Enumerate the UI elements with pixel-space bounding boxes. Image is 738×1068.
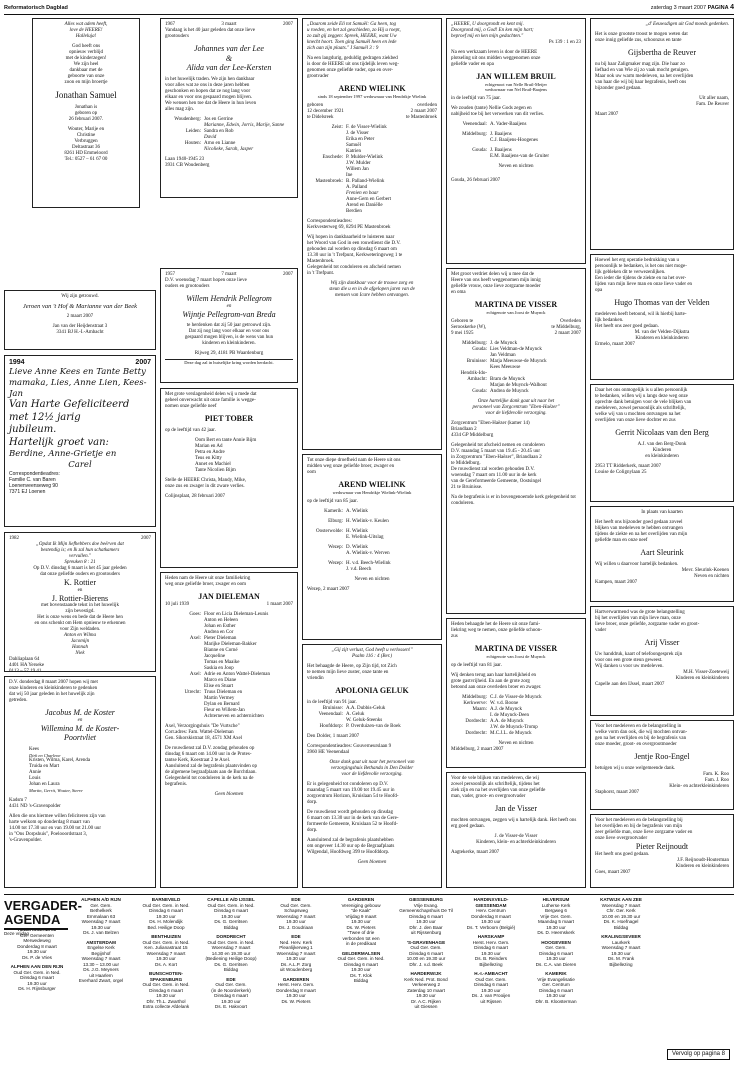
agenda-line: Dinsdag 6 maart: [20, 975, 54, 980]
deceased-name: JAN WILLEM BRUIL: [476, 72, 556, 81]
agenda-line: 19.30 uur: [221, 998, 241, 1004]
agenda-line: Dinsdag 6 maart: [214, 908, 248, 913]
deceased-name: PIET TOBER: [204, 414, 254, 423]
agenda-item: [590, 934, 652, 967]
agenda-column: [395, 897, 457, 1014]
agenda-line: Dinsdag 6 maart: [539, 987, 573, 993]
agenda-line: Ds. W. Pieters: [281, 998, 311, 1004]
agenda-line: Emmalaan 63: [86, 913, 116, 919]
meeting-agenda: [4, 894, 734, 1064]
agenda-line: Ds. E. Hakvoort: [214, 1004, 248, 1009]
obituary-arend-wielink: „Daarom zeide Eli tot Samuël: Ga heen, tog u roeden, en het zal geschieden, zo Hij u roept, zo zult gij zeggen: Spreek, HEERE, want Uw knecht hoort. Toen ging Samuël heen en lede zich aan zijn plaats." I Samuël 3 : 9 Na een langdurig, geduldig gedragen ziekbed is door de HEERE uit ons tijdelijk leven weg- genomen onze geliefde vader, opa en over- grootvader AREND WIELINK sinds 18 september 1997 weduwnaar van Hendrikje Wielink geboren overleden 12 december 1921 2 maart 2007 te Didelsreek te Mastenbroek Zeist: F. de Visser-Wielink J. de Visser Erika en Peter Samuël Katrien Enschede: P. Mulder-Wielink J.W. Mulder Willem Jan Ine Mastenbroek: B. Palland-Wielink A. Palland Frenien en baar Anne-Gern en Gerbert Arend en Daniëlle Berdien Correspondentieadres: Kerkvesterweg 69, 8294 PE Mastenbroek Wij hopen in dankbaarheid te luisteren naar het Woord van God in een rouwdienst die D.V. gehouden zal worden op dinsdag 6 maart om 13.30 uur in 't Trefpunt, Kerkweteringsweg 1 te Mastenbroek. Gelegenheid tot condoleren en afscheid nemen in 't Trefpunt. Wij zijn dankbaar voor de trouwe zorg en steun die u en in de afgelopen jaren van de mensen van Icare hebben ontvangen.: [302, 18, 442, 450]
agenda-item: [395, 940, 457, 968]
agenda-line: 19.30 uur: [481, 987, 501, 993]
paper-name: Reformatorisch Dagblad: [4, 5, 68, 11]
agenda-line: Oud Ger. Gem. in Ned.: [13, 969, 61, 975]
deceased-name: JAN DIELEMAN: [198, 592, 260, 601]
agenda-line: Dinsdag 6 maart: [409, 950, 443, 956]
agenda-location: GARDEREN: [347, 897, 375, 902]
agenda-line: Lutherse Kerk: [541, 902, 571, 908]
thanks-aart-sleurink: In plaats van kaarten Het heeft ons bijzonder goed gedaan zoveel blijken van medeleven te hebben ontvangen tijdens de ziekte en na het overlijden van mijn geliefde man en onze neef Aart Sleurink Wij willen u daarvoor hartelijk bedanken. Mevr. Sleurink-Koenen Neven en nichten Kampen, maart 2007: [590, 506, 734, 602]
agenda-line: 19.30 uur: [156, 993, 176, 998]
agenda-item: [200, 934, 262, 973]
obituary-jan-willem-bruil: „HEERE, U doorgrondt en kent mij. Doorgrond mij, o God! En ken mijn hart; beproef mij en ken mijn gedachten." Ps 139 : 1 en 23 Na een werkzaam leven is door de HEERE plotseling uit ons midden weggenomen onze geliefde vader en opa JAN WILLEM BRUIL echtgenoot van Nelle Bruil-Meijer weduwnaar van Nel Bruil-Baajens in de leeftijd van 75 jaar. We zouden (tante) Nellie Gods zegen en nabijheid toe bij het verwerken van dit verlies. Veenendaal: A. Vader-Baaijens Middelburg: J. Baaijens C.J. Baaijens-Hoogenes Gouda: J. Baaijens E.M. Baaijens-van de Gruiter Neven en nichten Gouda, 26 februari 2007: [446, 18, 586, 264]
agenda-line: 19.30 uur: [156, 956, 176, 961]
agenda-line: Ds. D. Heemskerk: [537, 930, 575, 935]
page-header: [4, 4, 734, 13]
agenda-item: [460, 897, 522, 930]
agenda-item: [70, 940, 132, 984]
agenda-line: Ger. Centrum: [542, 982, 570, 987]
agenda-line: (Bediening Heilige Doop): [205, 956, 257, 961]
agenda-line: Ds. G. Gerritsen: [214, 919, 248, 924]
agenda-line: (in de Noorderkerk): [211, 987, 251, 993]
poem: Alles wat adem heeft, love de HEERE! Halleluja!: [64, 22, 108, 39]
birth-ad: [32, 18, 140, 208]
agenda-line: Ds. G. Gerritsen: [214, 961, 248, 967]
deceased-name: APOLONIA GELUK: [335, 686, 409, 695]
agenda-item: [330, 951, 392, 984]
agenda-location: BENTHUIZEN: [151, 934, 181, 939]
family-list: Kamerik: A. Wielink Elburg: H. Wielink-v. Keulen Oosterwolde: H. Wielink E. Wielink-Uitslag Wezep: D. Wielink A. Wielink-v. Werven Wezep: H. v.d. Beech-Wielink J. v.d. Beech: [316, 508, 391, 572]
agenda-line: Vrije Ger. Gem.: [540, 913, 572, 919]
agenda-line: Ken. Julianastraat 15: [144, 945, 188, 950]
agenda-line: Ds. M. Frank: [607, 956, 635, 961]
deceased-name: Pieter Reijnoudt: [635, 842, 689, 851]
baby-name: Jonathan Samuel: [55, 90, 117, 100]
agenda-line: Merwedeweg: [23, 938, 51, 943]
agenda-line: Ds. J. van Belzen: [83, 930, 119, 935]
agenda-item: [525, 940, 587, 968]
agenda-line: Biddag: [613, 924, 629, 930]
agenda-location: HARDERWIJK: [410, 971, 442, 976]
agenda-line: Ger. Gem.: [90, 902, 112, 908]
agenda-line: Woensdag 7 maart: [81, 919, 121, 924]
agenda-location: 'S-GRAVENHAGE: [406, 939, 446, 945]
agenda-line: Oud Ger. Gem. in Ned.: [142, 939, 190, 945]
agenda-line: Oud Ger. Gem. in Ned.: [142, 982, 190, 987]
agenda-line: Dinsdag 6 maart: [344, 961, 378, 967]
agenda-item: [395, 897, 457, 936]
agenda-line: Woensdag 7 maart: [146, 950, 186, 956]
agenda-line: Biddag: [353, 978, 369, 983]
family-list: Veenendaal: A. Vader-Baaijens Middelburg: J. Baaijens C.J. Baaijens-Hoogenes Gouda: J. Baaijens E.M. Baaijens-van de Gruiter: [462, 122, 550, 160]
agenda-line: Woensdag 7 maart: [276, 913, 316, 919]
agenda-line: Bed. Heilige Doop: [147, 924, 185, 930]
agenda-line: Dinsdag 6 maart: [539, 950, 573, 956]
agenda-line: Woensdag 7 maart: [601, 945, 641, 950]
agenda-line: Schapsweg: [284, 908, 308, 913]
agenda-column: [70, 897, 132, 988]
agenda-item: [525, 897, 587, 936]
agenda-line: Oud Ger. Gem. in Ned.: [142, 902, 190, 908]
anniversary-45-ad: 1982 2007 „Opdat Ik Mijn liefhebbers doe beërven dat bestendig is; en Ik zal hun schatkamers vervullen." Spreuken 8 : 21 Op D.V. dinsdag 6 maart is het 45 jaar geleden dat onze geliefde ouders en grootouders K. Rottier en J. Rottier-Bierens met bovenstaande tekst in het huwelijk zijn bevestigd. Het is onze wens en bede dat de Heere hen en ons schenkt om Hem opnieuw te erkennen voor Zijn weldaden. Anton en Wilma Jacomijn Hannah Niek Dahliaplaan 64 4401 HA Yerseke 0113 – 57 19 41: [4, 532, 156, 672]
agenda-line: Herst. Herv. Gem.: [472, 939, 510, 945]
agenda-line: Dinsdag 6 maart: [474, 945, 508, 950]
agenda-line: 19.30 uur: [286, 919, 306, 924]
deceased-name: Jentje Roo-Engel: [634, 752, 690, 761]
agenda-item: [460, 971, 522, 1004]
obituary-arend-wielink-2: Tot onze diepe droefheid nam de Heere uit ons midden weg onze geliefde broer, zwager en oom AREND WIELINK weduwnaar van Hendrikje Wielink-Wielink op de leeftijd van 85 jaar. Kamerik: A. Wielink Elburg: H. Wielink-v. Keulen Oosterwolde: H. Wielink E. Wielink-Uitslag Wezep: D. Wielink A. Wielink-v. Werven Wezep: H. v.d. Beech-Wielink J. v.d. Beech Neven en nichten Wezep, 2 maart 2007: [302, 454, 442, 640]
continued-link[interactable]: Vervolg op pagina 8: [667, 1049, 730, 1060]
couple-names: K. Rottier en J. Rottier-Bierens: [51, 578, 109, 603]
agenda-item: [70, 897, 132, 936]
agenda-item: [590, 897, 652, 930]
agenda-line: "Twee of drie: [347, 930, 375, 935]
agenda-location: DORDRECHT: [216, 934, 246, 939]
agenda-line: Vereniging gebouw: [341, 902, 381, 908]
agenda-item: [265, 977, 327, 1005]
page-date: zaterdag 3 maart 2007 PAGINA 4: [650, 4, 734, 11]
agenda-line: Bethelkerk: [90, 908, 112, 913]
agenda-line: 19.30 uur: [416, 919, 436, 924]
agenda-location: EDE: [291, 897, 301, 902]
agenda-line: 19.30 uur: [546, 993, 566, 998]
agenda-line: Biddag: [223, 924, 239, 930]
agenda-line: 19.30 uur: [611, 950, 631, 956]
agenda-line: Ger. Gem.: [545, 945, 567, 950]
agenda-line: 19.30 uur: [351, 919, 371, 924]
agenda-line: Donderdag 8 maart: [471, 913, 511, 919]
wedding-ad: [4, 290, 156, 350]
agenda-line: Woensdag 7 maart: [81, 956, 121, 961]
agenda-line: 10.00 en 19.30 uur: [601, 913, 641, 919]
contact: Correspondentieadres: Familie C. van Baren Loenenveenseweg 90 7371 EJ Loenen: [9, 470, 60, 495]
agenda-location: AMSTERDAM: [86, 939, 116, 945]
agenda-location: HILVERSUM: [542, 897, 570, 902]
agenda-item: [265, 934, 327, 973]
agenda-location: GARDEREN: [282, 976, 310, 982]
agenda-line: Woensdag 7 maart: [276, 950, 316, 956]
couple-names: Jeroen van 't Hof & Marianne van der Beek: [22, 303, 138, 310]
agenda-line: 19.30 uur: [546, 924, 566, 930]
obituary-piet-tober: Met grote verslagenheid delen wij u mede dat geheel onverwacht uit onze familie is wegge- nomen onze geliefde neef PIET TOBER op de leeftijd van 42 jaar. Oom Bert en tante Annie Bijm Marian en Ad Petra en Andre Teus en Kitty Annet en Machiel Tante Nicolien Bijm Stelle de HEERE Christa, Mandy, Mike, onze zus en zwager in dit zware verlies. Colijnsplaat, 28 februari 2007: [160, 388, 298, 568]
agenda-line: Extra collecte Afdelank: [142, 1004, 190, 1009]
agenda-item: [135, 971, 197, 1010]
agenda-line: Ned. Herv. Kerk: [279, 939, 313, 945]
agenda-line: Ds. T. Klok: [350, 972, 372, 978]
header-rule: [4, 14, 734, 15]
agenda-location: ALPHEN A/D RIJN: [81, 897, 121, 902]
agenda-line: Maandag 5 maart: [537, 919, 574, 924]
agenda-location: HARDINXVELD-GIESSENDAM: [473, 897, 509, 908]
anniversary-40-ad: 1967 3 maart 2007 Vandaag is het 40 jaar geleden dat onze lieve grootouders Johannes van der Lee & Alida van der Lee-Kersten in het huwelijk traden. We zijn hen dankbaar voor alles wat ze ons in deze jaren hebben geschonken en hopen dat ze nog lang voor elkaar en voor ons gespaard mogen blijven. We wensen hen toe dat de Heere in hun leven alles mag zijn. Woudenberg: Jos en Gerrine Marianne, Edwin, Jorris, Marije, Sanne Leiden: Sandra en Rob David Houten: Arno en Lianne Nicolieke, Sarah, Jasper Laan 1940-1945 23 3931 CB Woudenberg: [160, 18, 298, 198]
agenda-line: Dinsdag 6 maart: [474, 982, 508, 987]
agenda-line: Kerk Ned. Prot. Bond: [404, 976, 448, 982]
obituary-martina-de-visser: Met groot verdriet delen wij u mee dat de Heere van ons heeft weggenomen mijn innig geliefde vrouw, onze lieve zorgzame moeder en oma MARTINA DE VISSER echtgenote van Joost de Muynck Geboren te Overleden Serooskerke (W), te Middelburg, 9 mei 1925 2 maart 2007 Middelburg: J. de Muynck Gouda: Lies Veldman-de Muynck Jan Veldman Bruinisse: Marja Meeuwse-de Muynck Kees Meeuwse Hendrik-Ido-Ambacht: Bram de Muynck Marjan de Muynck-Walhout Gouda: Andrea de Muynck Onze hartelijke dank gaat uit naar het personeel van Zorgcentrum "Eben-Haëzer" voor de liefdevolle verzorging. Zorgcentrum "Eben-Haëzer (kamer 14) Briandlaan 2 4334 GP Middelburg Gelegenheid tot afscheid nemen en condoleren D.V. maandag 5 maart van 19.45 - 20.45 uur in Zorgcentrum "Eben-Haëzer", Briandlaan 2 te Middelburg. De rouwdienst zal worden gehouden D.V. woensdag 7 maart om 11.00 uur in de kerk van de Gereformeerde Gemeente, Oostsingel 21 te Bruinisse. Na de begrafenis is er in bovengenoemde kerk gelegenheid tot condoleren.: [446, 268, 586, 614]
agenda-line: verbonden tot een: [342, 935, 380, 941]
deceased-name: Hugo Thomas van der Velden: [614, 298, 710, 307]
deceased-name: Gerrit Nicolaas van den Berg: [615, 428, 709, 437]
agenda-line: Bijbellezing: [609, 961, 633, 967]
agenda-line: Ds. J. van Prooijen: [471, 993, 511, 998]
agenda-location: ALBLASSERDAM: [17, 927, 57, 932]
agenda-location: GIESSENBURG: [409, 897, 443, 902]
agenda-location: EDE: [291, 934, 301, 939]
agenda-line: Begijnhof: [91, 950, 111, 956]
agenda-line: Dr. A.C. Rijken: [411, 998, 441, 1004]
agenda-location: ALPHEN AAN DEN RIJN: [10, 964, 64, 969]
deceased-name: Jan de Visser: [494, 804, 538, 813]
family-list: Middelburg: C.J. de Visser-de Muynck Kerkwerve: W. v.d. Boone Maarn: A.J. de Muynck I. de Muynck-Deen Dordrecht: A.A. de Muynck J.W. de Muynck-Tromp Dordrecht: M.C.J.L. de Muynck: [462, 694, 542, 736]
agenda-location: KAMERIK: [545, 971, 567, 976]
thanks-hugo-van-der-velden: Hoewel het erg operatie bedrukking van u persoonlijk te bedanken, is het ons niet moge- lijk gebleken dit te verwezenlijken. Een ieder die tijdens de ziekte en na het over- lijden van mijn lieve man en onze lieve vader en opa Hugo Thomas van der Velden medeleven heeft betoond, wil ik hierbij harte- lijk bedanken. Het heeft ons zeer goed gedaan. M. van der Velden-Dijkstra Kinderen en kleinkinderen Ermelo, maart 2007: [590, 254, 734, 380]
agenda-line: Ger. Gemeenten: [20, 932, 54, 938]
agenda-line: 13.30 – 13.00 uur: [82, 961, 119, 967]
agenda-line: Verkeerweg 2: [411, 982, 441, 987]
year-end: 2007: [135, 359, 151, 366]
agenda-line: 19.30 uur: [91, 924, 111, 930]
agenda-line: 19.30 uur: [156, 913, 176, 919]
couple-names: Willem Hendrik Pellegrom en Wijntje Pellegrom-van Breda: [182, 294, 276, 319]
agenda-line: Vrijdag 9 maart: [345, 913, 377, 919]
quote: „Opdat Ik Mijn liefhebbers doe beërven dat bestendig is; en Ik zal hun schatkamers vervullen." Spreuken 8 : 21: [36, 542, 124, 565]
agenda-line: 14.30 en 19.30 uur: [211, 950, 251, 956]
agenda-line: Ds. H. Molendijk: [149, 919, 183, 924]
agenda-location: KATWIJK AAN ZEE: [600, 897, 642, 902]
thanks-jan-de-visser: Voor de vele blijken van medeleven, die wij zowel persoonlijk als schriftelijk, tijdens het ziek zijn en na het overlijden van onze geliefde man, vader, groot- en overgrootvader Jan de Visser mochten ontvangen, zeggen wij u hartelijk dank. Het heeft ons erg goed gedaan. J. de Visser-de Visser Kinderen, klein- en achterkleinkinderen Aagtekerke, maart 2007: [446, 772, 586, 888]
family-list: Bruinisse: A.A. Dubbis-Geluk Veenendaal: A. Geluk W. Geluk-Steenks Hoofddorp: P. Overduizen-van de Boek: [318, 705, 401, 729]
agenda-location: HARSKAMP: [477, 934, 505, 939]
wedding-date: 2 maart 2007: [66, 313, 94, 319]
agenda-line: Ds. H. Rijnsburger: [18, 986, 56, 991]
year-start: 1994: [9, 359, 25, 366]
jubilee-ad: [4, 355, 156, 527]
agenda-item: [200, 977, 262, 1010]
agenda-line: uit Giessen: [414, 1004, 438, 1009]
agenda-line: Dhr. B. Kloosterman: [535, 998, 577, 1004]
couple-names: Jacobus M. de Koster en Willemina M. de Koster- Poortvliet: [40, 708, 120, 743]
thanks-pieter-reijnoudt: Voor het medeleven en de belangstelling bij het overlijden en bij de begrafenis van mijn zeer geliefde man, onze lieve zorgzame vader en onze lieve overgrootvader Pieter Reijnoudt Het heeft ons goed gedaan. J.F. Reijnoudt-Houterman Kinderen en kleinkinderen Goes, maart 2007: [590, 814, 734, 888]
deceased-name: AREND WIELINK: [338, 84, 406, 93]
agenda-line: Dinsdag 6 maart: [409, 913, 443, 919]
agenda-line: Pleanlijkerweg 1: [279, 945, 313, 950]
agenda-column: [6, 927, 68, 996]
agenda-column: [200, 897, 262, 1014]
deceased-name: AREND WIELINK: [338, 480, 406, 489]
agenda-line: Oud Ger. Gem.: [475, 976, 507, 982]
obituary-jan-dieleman: Heden nam de Heere uit onze familiekring weg onze geliefde broer, zwager en oom JAN DIELEMAN 10 juli 1939 1 maart 2007 Goes: Floor en Licia Dieleman-Leunis Anton en Heleen Johan en Esther Andrea en Cor Axel: Pieter Dieleman Marijke Dieleman-Bakker Bianne en Corné Jacqueline Tomas en Maaike Saskia en Joop Axel: Adrie en Anton Wattel-Dieleman Marco en Diane Elise en Stuart Utrecht: Truus Dieleman en Martin Vermey Dylan en Bernard Fleur en Willem-Jan Achterneven en achternichten Axel, Verzorgingshuis "De Vurtsche" Corr.adres: Fam. Wattel-Dieleman Gen. Sikorskistraat 18, 4571 XM Axel De rouwdienst zal D.V. zondag gehouden op dinsdag 6 maart om 14.00 uur in de Protes- tantse Kerk, Koestraat 2 te Axel. Aansluitend zal de begrafenis plaatsvinden op de algemene begraafplaats aan de Burchtlaan. Gelegenheid tot condoleren in de kerk na de begrafenis. Geen bloemen: [160, 572, 298, 888]
birth-date: Jonathan is geboren op 26 februari 2007.: [68, 104, 104, 122]
agenda-item: [460, 934, 522, 967]
thanks-gerrit-van-den-berg: Daar het ons onmogelijk is u allen persoonlijk te bedanken, willen wij u langs deze weg onze oprechte dank betuigen voor de vele blijken van medeleven, zowel persoonlijk als schriftelijk, welke wij van u mochten ontvangen na het overlijden van onze lieve dochter en zus Gerrit Nicolaas van den Berg A.J. van den Berg-Donk Kinderen en kleinkinderen 2953 TT Ridderkerk, maart 2007 Louise de Colignylaan 25: [590, 384, 734, 502]
agenda-line: Everhard Zwart, orgel: [78, 978, 124, 983]
agenda-line: Zaterdag 10 maart: [407, 987, 445, 993]
anniversary-50-ad: D.V. donderdag 8 maart 2007 hopen wij met onze kinderen en kleinkinderen te gedenken dat wij 50 jaar geleden in het huwelijk zijn getreden. Jacobus M. de Koster en Willemina M. de Koster- Poortvliet Kees Dirk en Charlene Kristen, Wilma, Karel, Arenda Truida en Mart Annie Louis Johan en Laura Martin, Gerrit, Wouter, Sterre Kadsm 7 4431 ND 's-Gravenpolder Allen die ons hiermee willen feliciteren zijn van harte welkom op donderdag 8 maart van 14.00 tot 17.30 uur en van 19.00 tot 21.00 uur in "Ons Dorpshuis", Poelooordstraat 3, 's-Gravenpolder.: [4, 676, 156, 888]
thanks-jentje-roo-engel: Voor het medeleven en de belangstelling in welke vorm dan ook, die wij mochten ontvan- gen na het overlijden en bij de begrafenis van onze moeder, groot- en overgrootmoeder Jentje Roo-Engel betuigen wij u onze welgemeende dank. Fam. K. Roo Fam. J. Roo Klein- en achterkleinkinderen Staphorst, maart 2007: [590, 720, 734, 810]
agenda-line: Ds. W. Pieters: [346, 924, 376, 930]
agenda-line: 19.30 uur: [27, 980, 47, 986]
agenda-item: [6, 964, 68, 992]
agenda-line: Ds. P. de Vries: [22, 954, 52, 960]
agenda-column: [265, 897, 327, 1008]
agenda-line: Oud Ger. Gem. in Ned.: [207, 939, 255, 945]
agenda-location: KRALINGSEVEER: [601, 934, 641, 939]
agenda-location: BARNEVELD: [151, 897, 181, 902]
agenda-line: Dhr. J. den Baar: [409, 924, 443, 930]
deceased-name: Aart Sleurink: [640, 548, 684, 557]
agenda-line: 19.30 uur: [481, 950, 501, 956]
agenda-item: [265, 897, 327, 930]
couple-address: Jan van der Heijdenstraat 3 3341 BJ H.-I.-Ambacht: [52, 323, 108, 335]
agenda-line: Ds. T. Verboom (Belgié): [466, 924, 516, 930]
agenda-line: 19.30 uur: [416, 993, 436, 998]
agenda-line: Oud Ger. Gem.: [215, 982, 247, 987]
agenda-line: 19.30 uur: [286, 956, 306, 961]
agenda-line: Dhr. Th.L. Zwarthol: [146, 998, 186, 1004]
deceased-name: MARTINA DE VISSER: [474, 300, 558, 309]
anniversary-50b-ad: 1957 7 maart 2007 D.V. woensdag 7 maart hopen onze lieve ouders en grootouders Willem Hendrik Pellegrom en Wijntje Pellegrom-van Breda te herdenken dat zij 50 jaar getrouwd zijn. Dat zij nog lang voor elkaar en voor ons gespaard mogen blijven, is de wens van hun kinderen en kleinkinderen. Rijweg 29, 4181 PB Waardenburg Deze dag zal in huiselijke kring worden herdacht.: [160, 268, 298, 383]
thanks-arij-visser: Hartverwarmend was de grote belangstelling bij het overlijden van mijn lieve man, onze lieve broer, onze geliefde, zorgzame vader en groot- vader Arij Visser Uw handdruk, kaart of telefoongesprek zijn voor ons een grote steun geweest. Wij danken u voor uw medeleven. M.H. Visser-Zoeteweij Kinderen en kleinkinderen Capelle aan den IJssel, maart 2007: [590, 606, 734, 716]
agenda-line: 19.30 uur: [351, 967, 371, 972]
agenda-item: [200, 897, 262, 930]
agenda-title: VERGADER-AGENDA Deze vrijdag: [4, 898, 83, 937]
wedding-line: Wij zijn getrouwd.: [61, 294, 99, 299]
agenda-line: uit Woudenberg: [279, 967, 313, 972]
agenda-line: Dinsdag 6 maart: [214, 993, 248, 998]
family-list: Woudenberg: Jos en Gerrine Marianne, Edwin, Jorris, Marije, Sanne Leiden: Sandra en Rob David Houten: Arno en Lianne Nicolieke, Sarah, Jasper: [174, 116, 285, 152]
agenda-line: Chr. Ger. Kerk: [606, 908, 636, 913]
agenda-line: Vrije Evangelisatie: [537, 976, 575, 982]
agenda-line: 19.30 uur: [27, 949, 47, 954]
agenda-line: Ds. K. Hoefnagel: [603, 919, 639, 924]
agenda-line: uit Haarlem: [89, 972, 113, 978]
agenda-line: 19.30 uur: [546, 956, 566, 961]
couple-names: Johannes van der Lee & Alida van der Lee-Kersten: [186, 44, 272, 73]
agenda-line: uit Rijssen: [480, 998, 502, 1004]
agenda-line: Woensdag 7 maart: [601, 902, 641, 908]
agenda-location: BUNSCHOTEN-SPAKENBURG: [149, 971, 183, 982]
agenda-line: Herst. Herv. Gem.: [277, 982, 315, 987]
agenda-line: Vrije Evang.: [413, 902, 439, 908]
family-list: Middelburg: J. de Muynck Gouda: Lies Veldman-de Muynck Jan Veldman Bruinisse: Marja Meeuwse-de Muynck Kees Meeuwse Hendrik-Ido-Ambacht: Bram de Muynck Marjan de Muynck-Walhout Gouda: Andrea de Muynck: [460, 340, 547, 394]
agenda-line: Oud Ger. Gem. in Ned.: [337, 956, 385, 961]
agenda-line: "de Kaak": [350, 908, 372, 913]
agenda-column: [460, 897, 522, 1008]
agenda-item: [135, 897, 197, 930]
agenda-line: Ds. J. Goudriaan: [278, 924, 314, 930]
agenda-column: [590, 897, 652, 971]
agenda-line: 19.30 uur: [481, 919, 501, 924]
agenda-line: Ds. A. Kort: [155, 961, 177, 967]
deceased-name: Gijsbertha de Reuver: [628, 48, 696, 57]
deceased-name: Arij Visser: [644, 638, 680, 647]
agenda-location: EDE: [226, 976, 236, 982]
agenda-line: Ds. A.L.P. Zorg: [280, 961, 312, 967]
thanks-gijsbertha: „d' Eeuwsdigen uit God moeds gedenken. Het is onze grootste troost te mogen weten dat onze innig geliefde zus, schoonzus en tante Gijsbertha de Reuver nu bij haar Zaligmaker mag zijn. Die haar zo liefhad en van Wie zij zo vaak mocht getuigen. Maar ook uw warm medeleven, na het overlijden van haar die wij bij haar begrafenis, heeft ons bijzonder goed gedaan. Uit aller naam, Fam. De Reuver Maart 2007: [590, 18, 734, 250]
agenda-line: Dinsdag 6 maart: [149, 908, 183, 913]
agenda-line: Dinsdag 6 maart: [149, 987, 183, 993]
agenda-line: 19.30 uur: [286, 993, 306, 998]
agenda-item: [6, 927, 68, 960]
agenda-line: Oud Ger. Gem. in Ned.: [207, 902, 255, 908]
agenda-location: GELDERMALSEN: [341, 950, 381, 956]
agenda-line: 10.00 en 19.30 uur: [406, 956, 446, 961]
agenda-column: [330, 897, 392, 988]
agenda-line: 19.30 uur: [221, 913, 241, 919]
agenda-line: Ds. J.G. Meyners: [83, 967, 119, 972]
agenda-line: Bergweg 6: [545, 908, 567, 913]
handwritten-message: Lieve Anne Kees en Tante Betty mamaka, Lies, Anne Lien, Kees-Jan Van Harte Gefeliciteerd met 12½ jarig jubileum. Hartelijk groet van: Berdine, Anne-Grietje en Carel: [9, 367, 147, 470]
agenda-location: HOOGEVEEN: [541, 939, 571, 945]
obituary-apolonia-geluk: „Gij zijt verlust, God heeft u verlossen!" Psalm 116 : 4 (Ber.) Het behaagde de Heere, op Zijn tijd, tot Zich te nemen mijn lieve zuster, onze tante en vriendin APOLONIA GELUK in de leeftijd van 91 jaar. Bruinisse: A.A. Dubbis-Geluk Veenendaal: A. Geluk W. Geluk-Steenks Hoofddorp: P. Overduizen-van de Boek Den Dolder, 1 maart 2007 Correspondentieadres: Gouverneurslaan 9 3960 HE Veenendaal Onze dank gaat uit naar het personeel van verzorgingshuis Bethanda in Den Dolder voor de liefdevolle verzorging. Er is gelegenheid tot condoleren op D.V. maandag 5 maart van 19.00 tot 19.45 uur in zorgcentrum Horizon, Kruislaan 54 te Hoofd- dorp. De rouwdienst wordt gehouden op dinsdag 6 maart om 13.30 uur in de kerk van de Gere- formeerde Gemeente, Kruislaan 52 te Hoofd- dorp. Aansluitend zal de begrafenis plaatshebben om ongeveer 14.30 uur op de Begraafplaats Wilgendal, Hoofdweg 399 te Hoofddorp. Geen bloemen: [302, 644, 442, 888]
agenda-line: Ds. B. Reinders: [474, 956, 508, 961]
agenda-line: Donderdag 8 maart: [276, 987, 316, 993]
deceased-name: MARTINA DE VISSER: [474, 644, 558, 653]
agenda-line: Ds. C.A. van Dieren: [535, 961, 577, 967]
agenda-location: CAPELLE A/D IJSSEL: [207, 897, 255, 902]
agenda-line: Laurkerk: [612, 939, 630, 945]
family-list: Goes: Floor en Licia Dieleman-Leunis Anton en Heleen Johan en Esther Andrea en Cor Axel: Pieter Dieleman Marijke Dieleman-Bakker Bianne en Corné Jacqueline Tomas en Maaike Saskia en Joop Axel: Adrie en Anton Wattel-Dieleman Marco en Diane Elise en Stuart Utrecht: Truus Dieleman en Martin Vermey Dylan en Bernard Fleur en Willem-Jan Achterneven en achternichten: [184, 611, 271, 719]
announcement-text: God heeft ons opnieuw verblijd met de kinderzegen! We zijn heel dankbaar met de geboorte van onze zoon en mijn broertje: [64, 44, 108, 85]
family-list: Zeist: F. de Visser-Wielink J. de Visser Erika en Peter Samuël Katrien Enschede: P. Mulder-Wielink J.W. Mulder Willem Jan Ine Mastenbroek: B. Palland-Wielink A. Palland Frenien en baar Anne-Gern en Gerbert Arend en Daniëlle Berdien: [315, 124, 391, 214]
agenda-line: Engelse Kerk: [87, 945, 115, 950]
agenda-item: [395, 971, 457, 1010]
agenda-line: Biddag: [223, 967, 239, 972]
agenda-line: Donderdag 8 maart: [17, 943, 57, 949]
family-address: Wouter, Marije en Christine Verbruggen Deltastraat 36 8261 HD Emmeloord Tel.: 0527 – 61 67 00: [64, 126, 108, 162]
agenda-item: [135, 934, 197, 967]
agenda-line: Bijbellezing: [479, 961, 503, 967]
agenda-line: in de predikaat: [345, 941, 377, 946]
agenda-line: Oud Ger. Gem.: [280, 902, 312, 908]
agenda-column: [525, 897, 587, 1008]
agenda-location: H.-I.-AMBACHT: [474, 971, 508, 976]
agenda-line: Gemeenschapshuis De Til: [399, 908, 453, 913]
agenda-line: Herv. Centrum: [476, 908, 506, 913]
agenda-line: Dhr. J. v.d. Beek: [409, 961, 443, 967]
agenda-line: Woensdag 7 maart: [211, 945, 251, 950]
agenda-column: [135, 897, 197, 1014]
agenda-item: [525, 971, 587, 1004]
agenda-line: uit Rijssenburg: [410, 930, 442, 935]
agenda-line: Oud Ger. Gem.: [410, 945, 442, 950]
obituary-martina-de-visser-2: Heden behaagde het de Heere uit onze fami- liekring weg te nemen, onze geliefde schoon- zus MARTINA DE VISSER echtgenote van Joost de Muynck op de leeftijd van 81 jaar. Wij denken terug aan haar hartelijkheid en grote gastvrijheid. En aan de grote zorg betoond aan onze overleden broer en zwager. Middelburg: C.J. de Visser-de Muynck Kerkwerve: W. v.d. Boone Maarn: A.J. de Muynck I. de Muynck-Deen Dordrecht: A.A. de Muynck J.W. de Muynck-Tromp Dordrecht: M.C.J.L. de Muynck Neven en nichten Middelburg, 2 maart 2007: [446, 618, 586, 768]
agenda-item: [330, 897, 392, 947]
